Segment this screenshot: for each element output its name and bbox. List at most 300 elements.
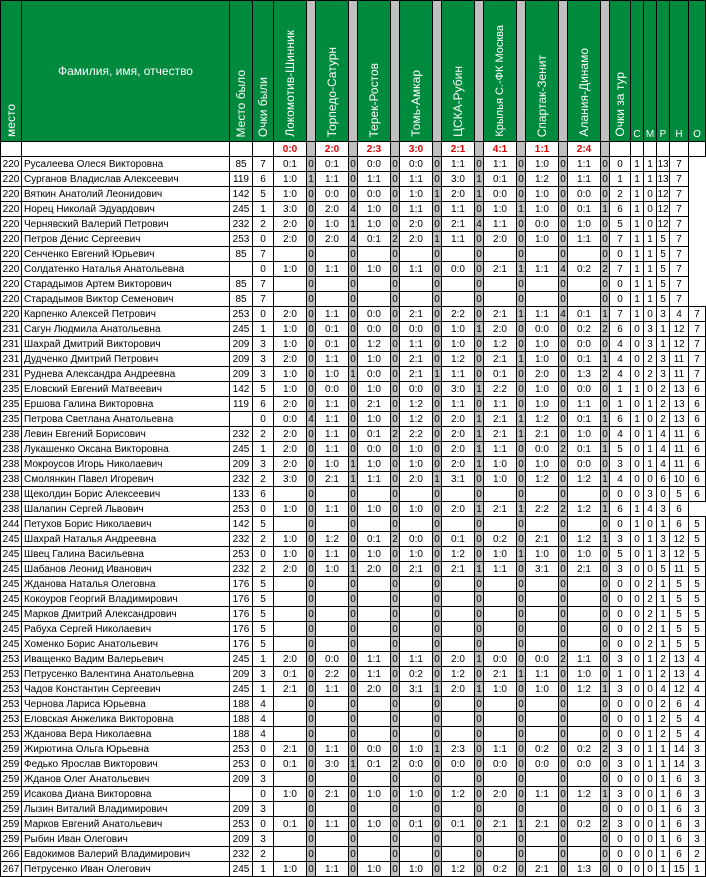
name-cell: Шалапин Сергей Львович (22, 502, 230, 517)
table-cell: 0 (631, 397, 644, 412)
prediction-cell: 1:2 (400, 397, 433, 412)
match-points-cell: 0 (476, 233, 482, 245)
table-cell (230, 412, 253, 427)
match-points-cell: 0 (434, 248, 440, 260)
prediction-cell: 2:0 (274, 562, 307, 577)
match-points-cell: 0 (434, 773, 440, 785)
table-cell: 2 (644, 607, 657, 622)
header-match-2: Торпедо-Сатурн (316, 1, 349, 142)
match-points-cell: 0 (602, 758, 608, 770)
table-cell: 6 (670, 772, 689, 787)
prediction-cell (316, 727, 349, 742)
match-points-cell: 0 (560, 773, 566, 785)
prediction-cell: 0:1 (274, 817, 307, 832)
match-points-cell: 0 (560, 818, 566, 830)
prediction-cell (274, 277, 307, 292)
results-gap (601, 142, 610, 157)
table-row (1, 247, 706, 262)
prediction-cell (442, 277, 475, 292)
prediction-cell: 1:1 (316, 442, 349, 457)
match-points-cell: 0 (560, 863, 566, 875)
table-cell: 3 (657, 367, 670, 382)
prediction-cell: 1:3 (568, 367, 601, 382)
table-cell: 0 (631, 757, 644, 772)
match-points-cell: 0 (434, 218, 440, 230)
match-points-cell: 0 (434, 173, 440, 185)
table-cell: 3 (253, 337, 274, 352)
table-cell: 6 (670, 847, 689, 862)
prediction-cell (568, 592, 601, 607)
match-points-cell: 0 (392, 833, 398, 845)
table-cell: 7 (253, 292, 274, 307)
table-cell: 1 (253, 442, 274, 457)
table-cell: 7 (689, 352, 706, 367)
table-row (1, 697, 706, 712)
table-cell: 0 (610, 592, 631, 607)
match-points-cell: 0 (392, 668, 398, 680)
match-points-cell: 0 (392, 383, 398, 395)
match-points-cell: 0 (308, 773, 314, 785)
prediction-cell (274, 247, 307, 262)
match-points-cell: 0 (518, 188, 524, 200)
match-points-cell: 0 (434, 728, 440, 740)
match-points-cell: 1 (308, 173, 314, 185)
prediction-cell: 2:1 (484, 817, 517, 832)
match-points-cell: 1 (518, 413, 524, 425)
table-cell: 6 (670, 817, 689, 832)
table-cell: 0 (610, 292, 631, 307)
table-cell: 12 (670, 547, 689, 562)
match-points-cell: 0 (350, 533, 356, 545)
prediction-cell (274, 592, 307, 607)
prediction-cell: 1:0 (316, 217, 349, 232)
name-cell: Федько Ярослав Викторович (22, 757, 230, 772)
table-cell: 6 (610, 202, 631, 217)
place-cell: 259 (1, 772, 22, 787)
header-match-8: Алания-Динамо (568, 1, 601, 142)
match-points-cell: 0 (476, 818, 482, 830)
match-points-cell: 0 (560, 293, 566, 305)
match-points-cell: 0 (476, 488, 482, 500)
table-row (1, 787, 706, 802)
prediction-cell (274, 577, 307, 592)
match-points-cell: 0 (476, 278, 482, 290)
header-match-4: Томь-Амкар (400, 1, 433, 142)
table-cell: 0 (644, 697, 657, 712)
prediction-cell (442, 772, 475, 787)
prediction-cell: 1:1 (316, 547, 349, 562)
match-points-cell: 0 (392, 563, 398, 575)
table-cell: 253 (230, 502, 253, 517)
result-2: 2:0 (316, 142, 349, 157)
match-points-cell: 0 (602, 833, 608, 845)
table-row (1, 652, 706, 667)
table-cell: 4 (610, 352, 631, 367)
table-cell: 3 (657, 307, 670, 322)
prediction-cell: 1:2 (442, 862, 475, 877)
match-points-cell: 0 (434, 788, 440, 800)
prediction-cell (358, 577, 391, 592)
place-cell: 253 (1, 682, 22, 697)
table-cell: 0 (610, 637, 631, 652)
table-cell: 0 (631, 832, 644, 847)
match-points-cell: 0 (350, 803, 356, 815)
table-cell: 2 (644, 622, 657, 637)
match-points-cell: 0 (560, 578, 566, 590)
table-cell: 7 (670, 277, 689, 292)
match-points-cell: 0 (560, 833, 566, 845)
match-points-cell: 0 (560, 383, 566, 395)
prediction-cell: 1:0 (442, 337, 475, 352)
prediction-cell: 1:1 (316, 262, 349, 277)
table-cell: 7 (670, 157, 689, 172)
table-cell: 245 (230, 202, 253, 217)
table-cell: 1 (657, 337, 670, 352)
table-cell: 1 (631, 247, 644, 262)
header-match-3: Терек-Ростов (358, 1, 391, 142)
match-points-cell: 0 (350, 263, 356, 275)
match-points-cell: 0 (560, 788, 566, 800)
name-cell: Исакова Диана Викторовна (22, 787, 230, 802)
match-points-cell: 0 (350, 683, 356, 695)
table-cell: 3 (610, 652, 631, 667)
table-cell (230, 787, 253, 802)
match-points-cell: 0 (560, 158, 566, 170)
match-points-cell: 0 (392, 743, 398, 755)
match-points-cell: 1 (518, 203, 524, 215)
match-points-cell: 0 (392, 413, 398, 425)
prediction-cell: 3:1 (442, 472, 475, 487)
match-points-cell: 0 (518, 833, 524, 845)
prediction-cell: 2:1 (568, 562, 601, 577)
prediction-cell: 0:1 (442, 532, 475, 547)
match-points-cell: 0 (602, 518, 608, 530)
prediction-cell: 1:0 (400, 457, 433, 472)
match-points-cell: 0 (476, 788, 482, 800)
header-place-before: Место было (230, 1, 253, 142)
match-points-cell: 1 (350, 218, 356, 230)
table-cell: 253 (230, 232, 253, 247)
table-cell: 232 (230, 847, 253, 862)
match-points-cell: 1 (602, 503, 608, 515)
match-points-cell: 0 (602, 608, 608, 620)
standings-body (1, 157, 706, 877)
table-cell: 3 (253, 457, 274, 472)
prediction-cell (526, 487, 559, 502)
name-cell: Старадымов Виктор Семенович (22, 292, 230, 307)
match-points-cell: 0 (560, 188, 566, 200)
table-cell: 1 (631, 202, 644, 217)
prediction-cell (526, 802, 559, 817)
match-points-cell: 0 (602, 458, 608, 470)
match-points-cell: 2 (560, 443, 566, 455)
prediction-cell (316, 247, 349, 262)
table-cell: 1 (657, 787, 670, 802)
prediction-cell: 1:1 (526, 262, 559, 277)
table-cell: 1 (657, 862, 670, 877)
prediction-cell: 3:0 (442, 382, 475, 397)
name-cell: Русалеева Олеся Викторовна (22, 157, 230, 172)
match-points-cell: 0 (392, 683, 398, 695)
match-points-cell: 2 (602, 323, 608, 335)
prediction-cell: 1:1 (316, 412, 349, 427)
prediction-cell (484, 277, 517, 292)
prediction-cell (274, 847, 307, 862)
prediction-cell: 0:1 (358, 427, 391, 442)
table-cell: 1 (631, 412, 644, 427)
match-points-cell: 1 (476, 383, 482, 395)
table-cell: 7 (670, 187, 689, 202)
table-cell: 0 (631, 697, 644, 712)
match-points-cell: 0 (434, 398, 440, 410)
prediction-cell (358, 607, 391, 622)
table-cell: 0 (657, 487, 670, 502)
table-cell: 2 (657, 382, 670, 397)
table-cell: 176 (230, 592, 253, 607)
name-cell: Шабанов Леонид Иванович (22, 562, 230, 577)
prediction-cell (274, 607, 307, 622)
prediction-cell: 0:0 (484, 187, 517, 202)
prediction-cell: 1:0 (442, 322, 475, 337)
table-cell: 0 (631, 652, 644, 667)
prediction-cell (400, 247, 433, 262)
result-4: 3:0 (400, 142, 433, 157)
match-points-cell: 1 (476, 173, 482, 185)
prediction-cell (442, 247, 475, 262)
match-points-cell: 0 (434, 203, 440, 215)
name-cell: Еловская Анжелика Викторовна (22, 712, 230, 727)
table-cell: 7 (670, 232, 689, 247)
prediction-cell: 2:0 (316, 232, 349, 247)
table-cell: 0 (631, 817, 644, 832)
table-cell: 0 (631, 607, 644, 622)
table-cell: 176 (230, 622, 253, 637)
table-cell: 1 (631, 232, 644, 247)
prediction-cell (442, 712, 475, 727)
prediction-cell (400, 697, 433, 712)
table-cell: 6 (689, 487, 706, 502)
match-points-cell: 0 (518, 848, 524, 860)
name-cell: Чернявский Валерий Петрович (22, 217, 230, 232)
table-row (1, 337, 706, 352)
match-points-cell: 4 (308, 413, 314, 425)
match-points-cell: 0 (308, 623, 314, 635)
table-cell: 5 (689, 637, 706, 652)
match-points-cell: 1 (476, 653, 482, 665)
match-points-cell: 0 (434, 698, 440, 710)
prediction-cell: 1:2 (568, 787, 601, 802)
match-points-cell: 0 (602, 803, 608, 815)
match-points-cell: 0 (392, 578, 398, 590)
table-cell: 2 (689, 847, 706, 862)
match-points-cell: 0 (308, 683, 314, 695)
match-points-cell: 0 (434, 428, 440, 440)
match-points-cell: 0 (434, 848, 440, 860)
table-cell: 7 (689, 307, 706, 322)
match-points-cell: 0 (560, 518, 566, 530)
match-points-cell: 0 (476, 533, 482, 545)
table-cell: 0 (610, 847, 631, 862)
match-points-cell: 0 (350, 353, 356, 365)
prediction-cell: 1:0 (358, 547, 391, 562)
prediction-cell (316, 832, 349, 847)
place-cell: 235 (1, 412, 22, 427)
match-points-cell: 0 (602, 698, 608, 710)
header-gap (433, 1, 442, 142)
prediction-cell: 1:2 (526, 472, 559, 487)
table-cell: 14 (670, 757, 689, 772)
prediction-cell (274, 622, 307, 637)
prediction-cell: 1:0 (316, 562, 349, 577)
table-cell: 2 (253, 562, 274, 577)
prediction-cell (484, 607, 517, 622)
place-cell: 220 (1, 202, 22, 217)
match-points-cell: 0 (350, 773, 356, 785)
match-points-cell: 2 (560, 653, 566, 665)
table-cell: 0 (644, 382, 657, 397)
table-cell: 3 (253, 772, 274, 787)
table-cell: 4 (610, 337, 631, 352)
table-cell: 3 (689, 802, 706, 817)
table-cell: 6 (610, 322, 631, 337)
table-cell: 4 (657, 427, 670, 442)
prediction-cell (442, 607, 475, 622)
table-cell: 2 (644, 367, 657, 382)
match-points-cell: 2 (602, 263, 608, 275)
prediction-cell: 2:1 (526, 862, 559, 877)
prediction-cell: 2:2 (484, 382, 517, 397)
table-cell: 1 (253, 322, 274, 337)
header-match-1: Локомотив-Шинник (274, 1, 307, 142)
table-cell: 0 (253, 757, 274, 772)
match-points-cell: 0 (350, 833, 356, 845)
match-points-cell: 0 (476, 638, 482, 650)
match-points-cell: 0 (518, 683, 524, 695)
table-row (1, 727, 706, 742)
prediction-cell: 2:0 (274, 427, 307, 442)
table-cell: 1 (657, 847, 670, 862)
prediction-cell (568, 712, 601, 727)
prediction-cell: 0:2 (568, 742, 601, 757)
match-points-cell: 0 (308, 308, 314, 320)
prediction-cell (400, 517, 433, 532)
prediction-cell: 1:0 (274, 862, 307, 877)
table-cell: 2 (657, 397, 670, 412)
place-cell: 266 (1, 847, 22, 862)
prediction-cell: 1:0 (274, 187, 307, 202)
prediction-cell (484, 622, 517, 637)
table-cell: 0 (631, 862, 644, 877)
prediction-cell (526, 577, 559, 592)
name-cell: Жданова Наталья Олеговна (22, 577, 230, 592)
prediction-cell (442, 727, 475, 742)
prediction-cell: 1:1 (484, 397, 517, 412)
table-row (1, 532, 706, 547)
results-empty (1, 142, 22, 157)
table-cell: 1 (657, 757, 670, 772)
table-cell: 7 (670, 172, 689, 187)
match-points-cell: 0 (560, 683, 566, 695)
match-points-cell: 0 (602, 188, 608, 200)
prediction-cell: 1:1 (484, 217, 517, 232)
header-points-before: Очки были (253, 1, 274, 142)
table-cell: 0 (631, 682, 644, 697)
prediction-cell (316, 712, 349, 727)
table-row (1, 757, 706, 772)
match-points-cell: 0 (350, 593, 356, 605)
table-cell: 1 (644, 247, 657, 262)
table-cell: 1 (644, 712, 657, 727)
prediction-cell (526, 637, 559, 652)
prediction-cell (316, 772, 349, 787)
prediction-cell: 2:0 (442, 502, 475, 517)
table-cell: 0 (610, 862, 631, 877)
prediction-cell (568, 697, 601, 712)
prediction-cell: 1:1 (316, 742, 349, 757)
match-points-cell: 1 (434, 233, 440, 245)
table-cell: 142 (230, 517, 253, 532)
prediction-cell (484, 802, 517, 817)
match-points-cell: 4 (560, 263, 566, 275)
match-points-cell: 0 (350, 308, 356, 320)
prediction-cell (526, 772, 559, 787)
match-points-cell: 0 (518, 713, 524, 725)
match-points-cell: 0 (518, 653, 524, 665)
match-points-cell: 0 (308, 503, 314, 515)
prediction-cell: 1:0 (358, 457, 391, 472)
table-row (1, 202, 706, 217)
table-cell: 5 (689, 532, 706, 547)
match-points-cell: 0 (434, 863, 440, 875)
prediction-cell: 1:2 (400, 412, 433, 427)
match-points-cell: 0 (560, 698, 566, 710)
name-cell: Старадымов Артем Викторович (22, 277, 230, 292)
prediction-cell (316, 697, 349, 712)
match-points-cell: 0 (602, 383, 608, 395)
match-points-cell: 2 (602, 818, 608, 830)
table-cell: 0 (631, 367, 644, 382)
prediction-cell: 1:0 (568, 547, 601, 562)
place-cell: 245 (1, 607, 22, 622)
prediction-cell: 2:0 (400, 232, 433, 247)
table-row (1, 847, 706, 862)
prediction-cell: 2:1 (484, 262, 517, 277)
table-cell: 13 (670, 667, 689, 682)
name-cell: Вяткин Анатолий Леонидович (22, 187, 230, 202)
table-cell: 5 (610, 442, 631, 457)
prediction-cell (568, 517, 601, 532)
table-cell: 1 (631, 307, 644, 322)
name-cell: Иващенко Вадим Валерьевич (22, 652, 230, 667)
prediction-cell: 0:2 (568, 817, 601, 832)
match-points-cell: 0 (602, 593, 608, 605)
prediction-cell: 1:0 (316, 457, 349, 472)
table-cell: 0 (253, 787, 274, 802)
prediction-cell: 1:1 (400, 262, 433, 277)
match-points-cell: 0 (476, 698, 482, 710)
prediction-cell: 1:1 (568, 397, 601, 412)
prediction-cell (316, 622, 349, 637)
table-cell: 4 (689, 727, 706, 742)
prediction-cell: 2:0 (274, 217, 307, 232)
prediction-cell: 1:0 (526, 457, 559, 472)
place-cell: 267 (1, 862, 22, 877)
table-cell: 5 (670, 727, 689, 742)
header-stat-s: С (631, 1, 644, 142)
prediction-cell: 1:1 (316, 817, 349, 832)
prediction-cell (442, 637, 475, 652)
table-cell: 0 (610, 577, 631, 592)
